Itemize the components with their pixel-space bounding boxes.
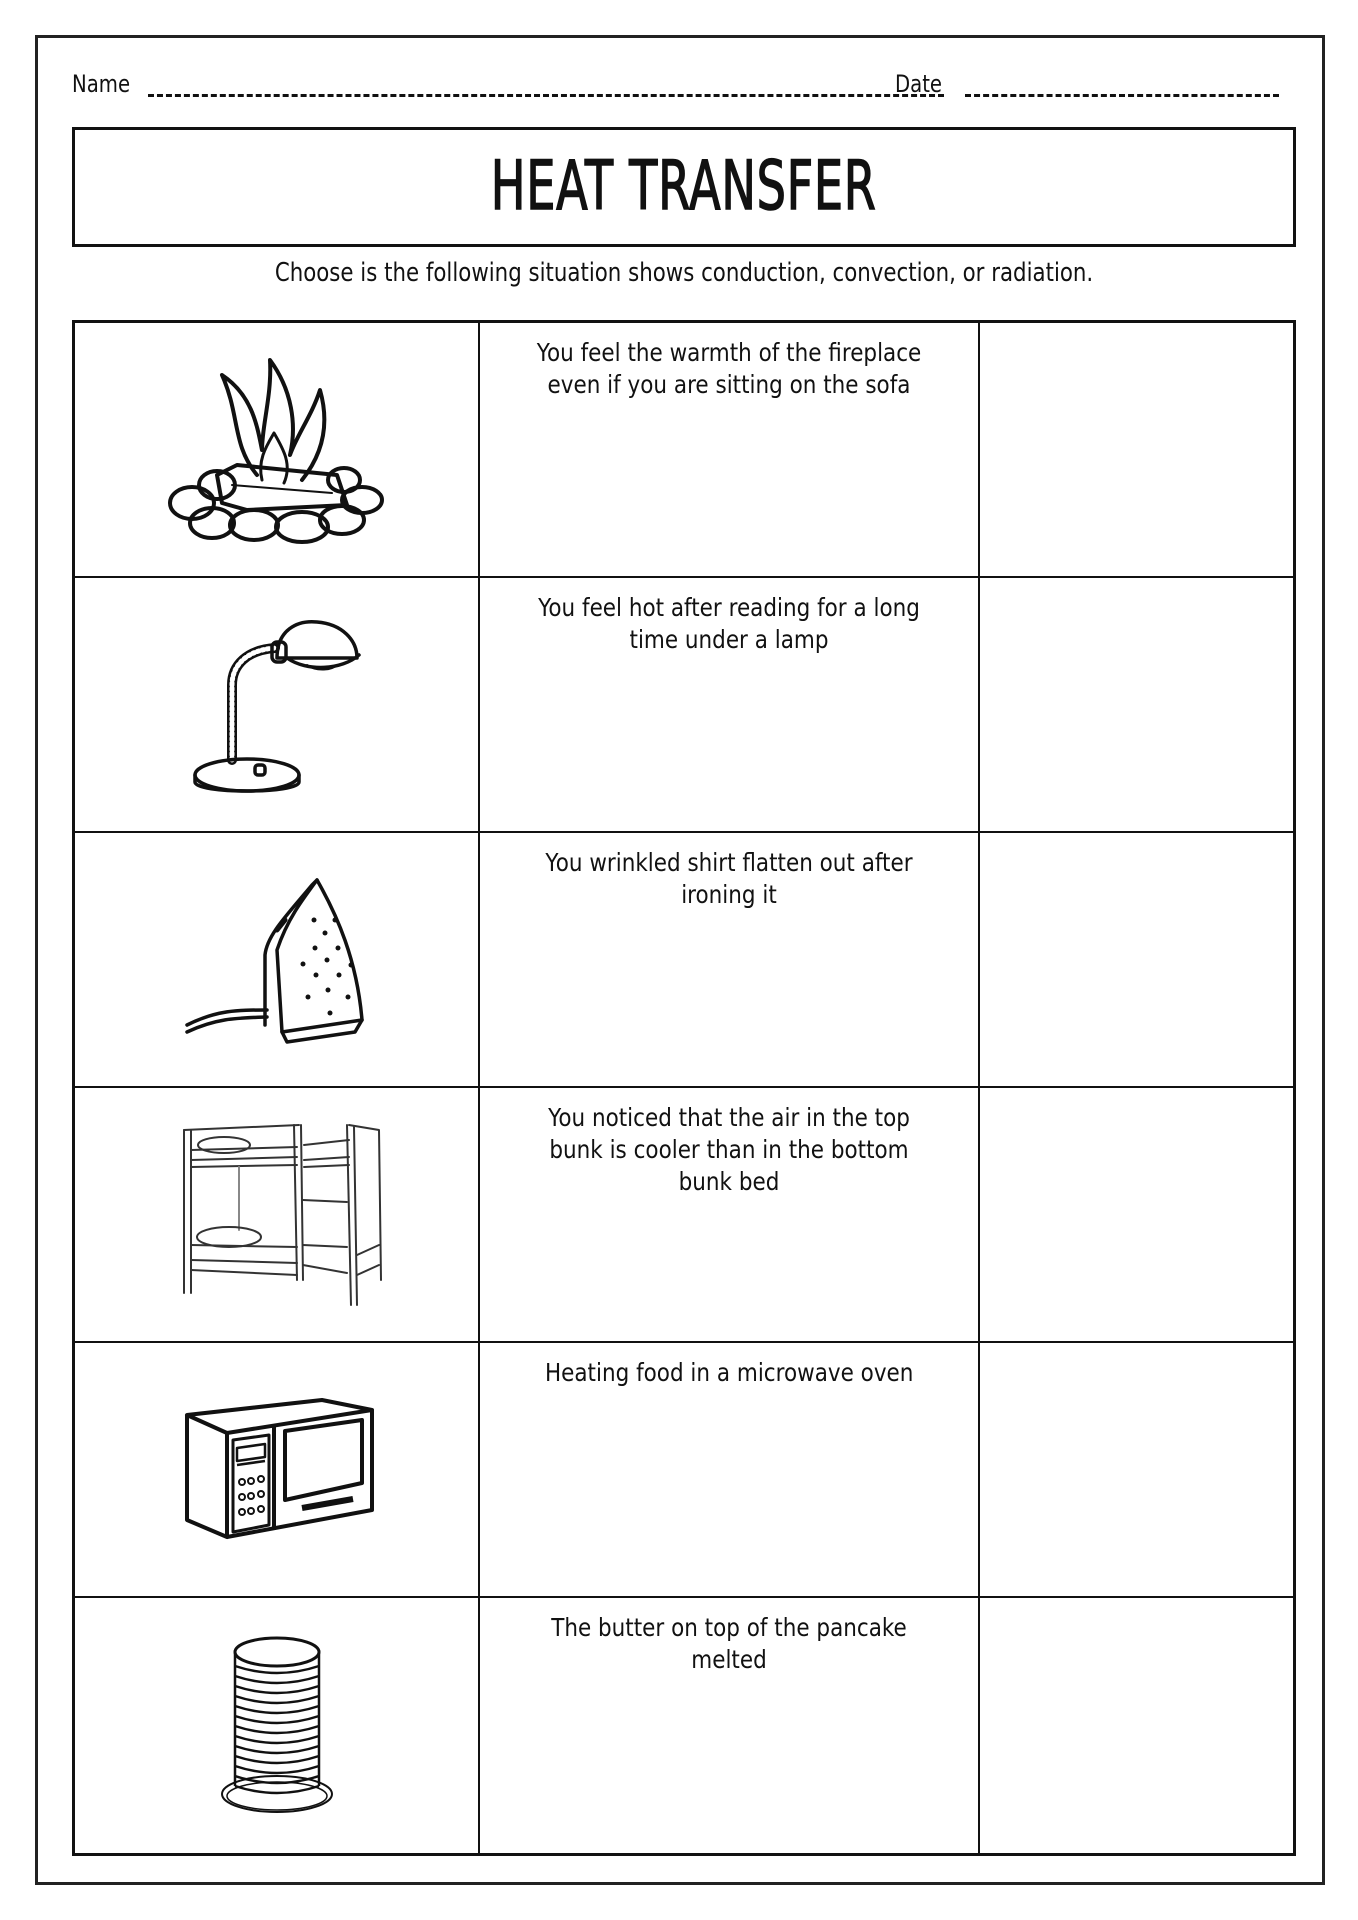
image-cell [75, 1598, 480, 1853]
situation-text: You feel the warmth of the fireplace even if you are sitting on the sofa [536, 338, 922, 399]
desk-lamp-icon [177, 610, 377, 800]
answer-cell[interactable] [980, 1598, 1293, 1853]
situation-cell [480, 1088, 980, 1343]
image-cell [75, 1088, 480, 1343]
situation-cell [480, 833, 980, 1088]
instruction-text: Choose is the following situation shows conduction, convection, or radiation. [274, 258, 1094, 288]
situation-text: You noticed that the air in the top bunk is cooler than in the bottom bunk bed [548, 1103, 910, 1196]
worksheet-table [72, 320, 1296, 1856]
instructions [72, 258, 1296, 288]
situation-cell [480, 578, 980, 833]
title-box [72, 127, 1296, 247]
answer-cell[interactable] [980, 323, 1293, 578]
situation-text: You feel hot after reading for a long time under a lamp [538, 593, 920, 654]
name-field[interactable] [148, 94, 944, 97]
date-field[interactable] [965, 94, 1279, 97]
image-cell [75, 578, 480, 833]
pancake-stack-icon [217, 1626, 337, 1826]
situation-cell [480, 1598, 980, 1853]
answer-cell[interactable] [980, 1343, 1293, 1598]
image-cell [75, 1343, 480, 1598]
situation-cell [480, 1343, 980, 1598]
date-label: Date [895, 70, 943, 98]
answer-cell[interactable] [980, 833, 1293, 1088]
clothes-iron-icon [177, 860, 377, 1060]
page-title: HEAT TRANSFER [491, 147, 877, 226]
campfire-icon [162, 355, 392, 545]
name-date-row [72, 68, 1282, 104]
microwave-oven-icon [177, 1395, 377, 1545]
situation-text: Heating food in a microwave oven [544, 1358, 914, 1387]
image-cell [75, 323, 480, 578]
bunk-bed-icon [169, 1115, 384, 1315]
answer-cell[interactable] [980, 1088, 1293, 1343]
name-label: Name [72, 70, 131, 98]
situation-text: You wrinkled shirt flatten out after ironing it [545, 848, 913, 909]
situation-cell [480, 323, 980, 578]
answer-cell[interactable] [980, 578, 1293, 833]
image-cell [75, 833, 480, 1088]
situation-text: The butter on top of the pancake melted [551, 1613, 907, 1674]
